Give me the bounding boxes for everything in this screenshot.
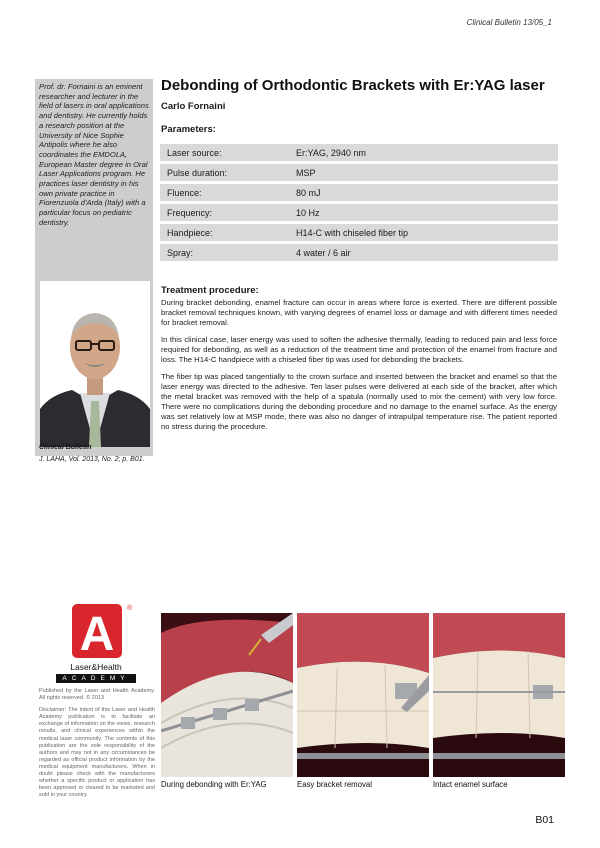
body-paragraph: During bracket debonding, enamel fracture can occur in areas where force is exerted. There are different possible bracket removal techniques known, with varying degrees of enamel loss or damage and with different times needed for bracket removal.: [161, 298, 557, 327]
photo-caption: Intact enamel surface: [433, 780, 508, 789]
parameter-label: Fluence:: [160, 184, 289, 201]
logo-name: Laser&Health: [70, 662, 122, 672]
parameter-row: [160, 204, 558, 221]
disclaimer: Disclaimer: The intent of this Laser and Health Academy publication is to facilitate an exchange of information on the views, research results, and clinical experiences within the medical laser community. The contents of this publication are the sole responsibility of the authors and may not in any circumstances be regarded as official product information by the medical equipment manufacturers. When in doubt please check with the manufacturers whether a specific product or application has been approved or cleared to be marketed and sold in your country.: [39, 707, 155, 799]
citation-reference: J. LAHA, Vol. 2013, No. 2; p. B01.: [39, 456, 145, 463]
treatment-heading: Treatment procedure:: [161, 285, 259, 296]
published-notice: Published by the Laser and Health Academy. All rights reserved. © 2013: [39, 688, 155, 702]
parameter-label: Pulse duration:: [160, 164, 289, 181]
parameters-table: [160, 141, 558, 264]
parameter-label: Spray:: [160, 244, 289, 261]
parameter-value: 10 Hz: [289, 204, 558, 221]
clinical-photo-intact-enamel: [433, 613, 565, 777]
parameter-row: [160, 184, 558, 201]
parameter-row: [160, 144, 558, 161]
parameter-value: 80 mJ: [289, 184, 558, 201]
article-title: Debonding of Orthodontic Brackets with Er:YAG laser: [161, 77, 545, 94]
parameter-value: 4 water / 6 air: [289, 244, 558, 261]
parameter-label: Frequency:: [160, 204, 289, 221]
photo-caption: During debonding with Er:YAG: [161, 780, 267, 789]
treatment-body: [161, 298, 557, 439]
author-bio: Prof. dr. Fornaini is an eminent researcher and lecturer in the field of lasers in oral applications and dentistry. He currently holds a research position at the University of Nice Sophie Antipolis where he also coordinates the EMDOLA, European Master degree in Oral Laser Applications program. He practices laser dentistry in his own private practice in Fiorenzuola d'Arda (Italy) with a particular focus on pediatric dentistry.: [39, 82, 149, 227]
bulletin-reference: Clinical Bulletin 13/05_1: [466, 18, 552, 27]
author-portrait: [40, 281, 150, 447]
footer-small-print: [39, 688, 155, 804]
clinical-photo-debonding: [161, 613, 293, 777]
parameter-label: Handpiece:: [160, 224, 289, 241]
body-paragraph: In this clinical case, laser energy was used to soften the adhesive thermally, leading to reduced pain and less force required for debonding, as well as a reduction of the treatment time and protection of the enamel from fracture and loss. The H14-C handpiece with a chiseled fiber tip was used for debonding the brackets.: [161, 335, 557, 364]
clinical-photo-removal: [297, 613, 429, 777]
parameters-heading: Parameters:: [161, 124, 216, 135]
parameter-value: H14-C with chiseled fiber tip: [289, 224, 558, 241]
logo-letter: A: [79, 608, 115, 661]
parameter-row: [160, 164, 558, 181]
logo-academy-bar: ACADEMY: [56, 674, 136, 683]
page-number: B01: [535, 814, 554, 826]
citation-title: Clinical Bulletin: [39, 444, 92, 451]
parameter-row: [160, 244, 558, 261]
parameter-row: [160, 224, 558, 241]
photo-caption: Easy bracket removal: [297, 780, 372, 789]
article-author: Carlo Fornaini: [161, 101, 226, 112]
body-paragraph: The fiber tip was placed tangentially to the crown surface and inserted between the bracket and enamel so that the laser energy was directed to the adhesive. Ten laser pulses were delivered at each side of the bracket, after which the metal bracket was removed with the help of a spatula (normally used to mix the cement) with very low force. There were no complications during the debonding procedure and no damage to the enamel surface. As the energy was set relatively low at MSP mode, there was also no danger of intrapulpal temperature rise. The patient reported no stress during the procedure.: [161, 372, 557, 431]
parameter-value: MSP: [289, 164, 558, 181]
parameter-label: Laser source:: [160, 144, 289, 161]
parameter-value: Er:YAG, 2940 nm: [289, 144, 558, 161]
registered-mark: ®: [127, 605, 133, 612]
